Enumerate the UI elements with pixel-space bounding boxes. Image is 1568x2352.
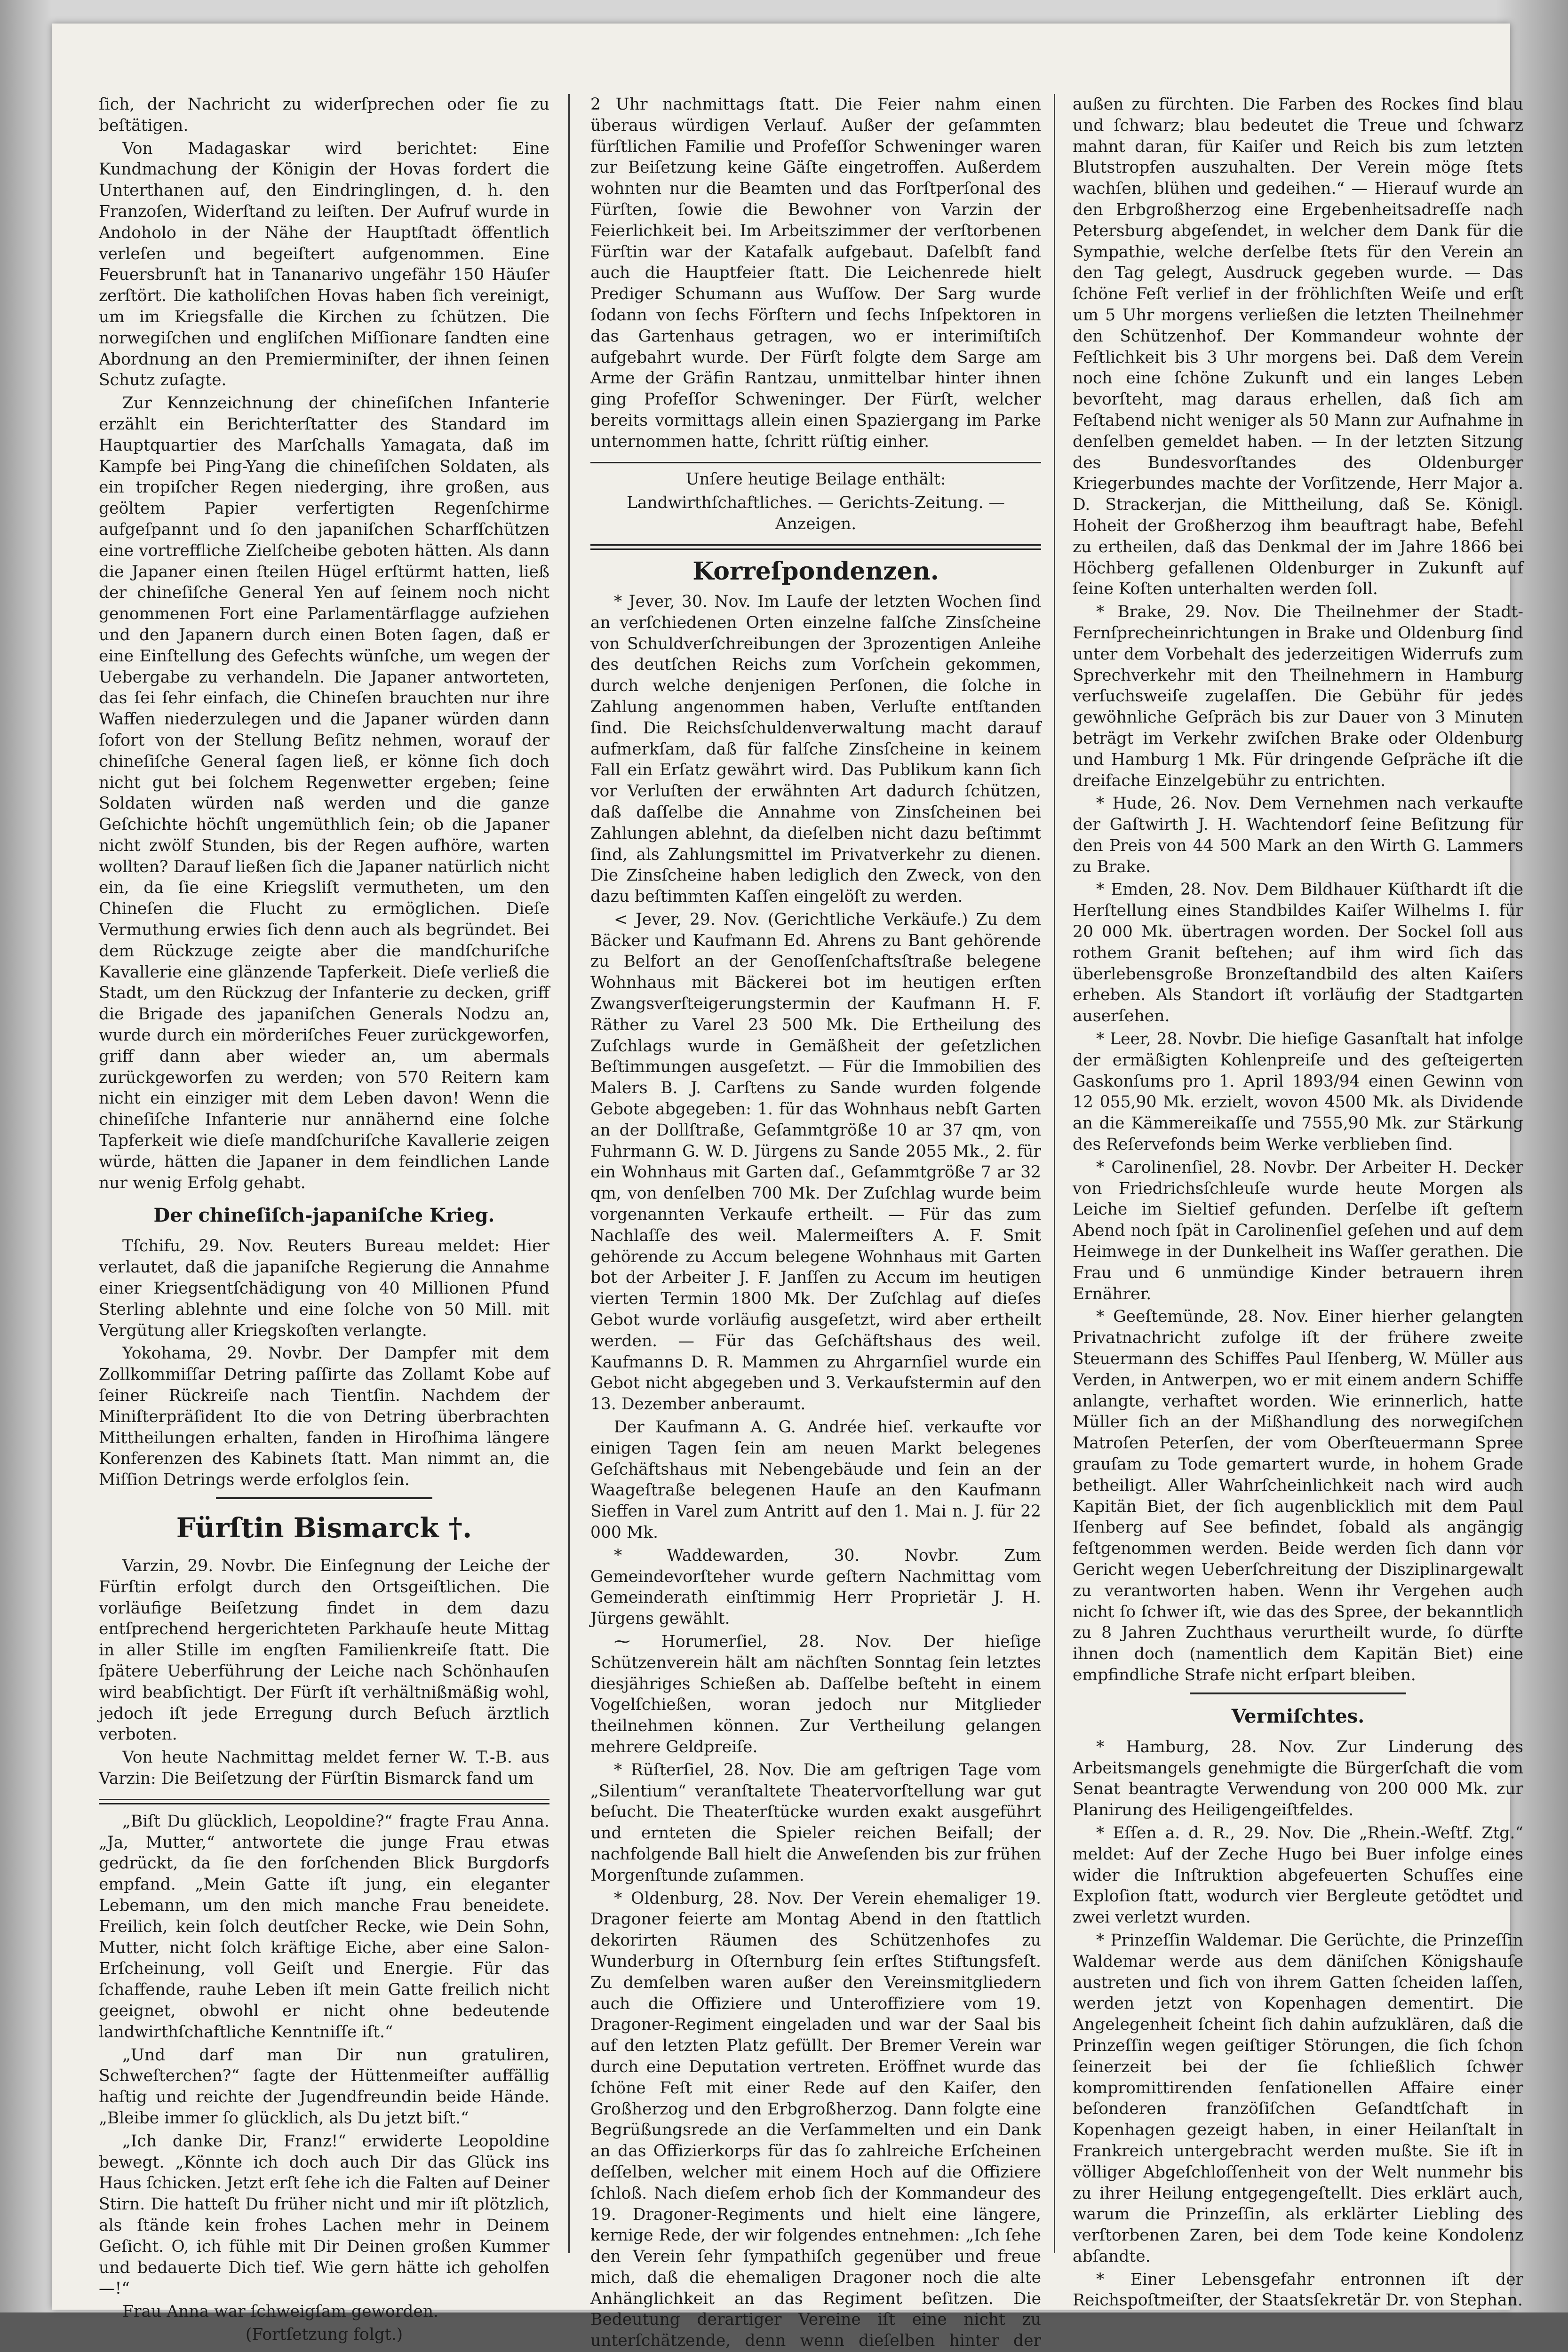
- supplement-notice: Unſere heutige Beilage enthält:: [685, 469, 946, 489]
- article-paragraph: * Rüſterſiel, 28. Nov. Die am geſtrigen Tage vom „Silentium“ veranſtaltete Theatervorſtellung war gut beſucht. Die Theaterſtücke wurden exakt ausgeführt und ernteten die Spieler reichen Beifall; der nachfolgende Ball hielt die Anweſenden bis zur frühen Morgenſtunde zuſammen.: [590, 1760, 1041, 1885]
- separator-rule: [216, 1497, 432, 1499]
- article-paragraph: Yokohama, 29. Novbr. Der Dampfer mit dem Zollkommiſſar Detring paſſirte das Zollamt Kobe auf ſeiner Rückreiſe nach Tientſin. Nachdem der Miniſterpräſident Ito die von Detring überbrachten Mittheilungen erhalten, fanden in Hiroſhima längere Konferenzen des Kabinets ſtatt. Man nimmt an, die Miſſion Detrings werde erfolglos ſein.: [99, 1344, 549, 1490]
- article-paragraph: Von heute Nachmittag meldet ferner W. T.-B. aus Varzin: Die Beiſetzung der Fürſtin Bismarck fand um: [99, 1748, 549, 1788]
- article-paragraph: * Jever, 30. Nov. Im Laufe der letzten Wochen ſind an verſchiedenen Orten einzelne falſche Zinsſcheine von Schuldverſchreibungen der 3prozentigen Anleihe des deutſchen Reichs zum Vorſchein gekommen, durch welche denjenigen Perſonen, die ſolche in Zahlung angenommen haben, Verluſte entſtanden ſind. Die Reichsſchuldenverwaltung macht darauf aufmerkſam, daß für falſche Zinsſcheine in keinem Fall ein Erſatz gewährt wird. Das Publikum kann ſich vor Verluſten der erwähnten Art dadurch ſchützen, daß daſſelbe die Annahme von Zinsſcheinen bei Zahlungen ablehnt, da dieſelben nicht dazu beſtimmt ſind, als Zahlungsmittel im Privatverkehr zu dienen. Die Zinsſcheine haben lediglich den Zweck, von den dazu beſtimmten Kaſſen eingelöſt zu werden.: [590, 592, 1041, 906]
- article-paragraph: Der Kaufmann A. G. Andrée hieſ. verkaufte vor einigen Tagen ſein am neuen Markt belegenes Geſchäftshaus mit Nebengebäude und ſein an der Waageſtraße belegenen Hauſe an den Kaufmann Sieffen in Varel zum Antritt auf den 1. Mai n. J. für 22 000 Mk.: [590, 1418, 1041, 1542]
- article-paragraph: * Hamburg, 28. Nov. Zur Linderung des Arbeitsmangels genehmigte die Bürgerſchaft die vom Senat beantragte Verwendung von 200 000 Mk. zur Planirung des Heiligengeiſtfeldes.: [1073, 1737, 1523, 1820]
- column-3: [1073, 94, 1523, 2310]
- article-paragraph: Frau Anna war ſchweigſam geworden.: [122, 2302, 439, 2321]
- article-paragraph: Zur Kennzeichnung der chineſiſchen Infanterie erzählt ein Berichterſtatter des Standard im Hauptquartier des Marſchalls Yamagata, daß im Kampfe bei Ping-Yang die chineſiſchen Soldaten, als ein tropiſcher Regen niederging, ihre großen, aus geöltem Papier verfertigten Regenſchirme aufgeſpannt und ſo den japaniſchen Scharfſchützen eine vortreffliche Zielſcheibe geboten hätten. Als dann die Japaner einen ſteilen Hügel erſtürmt hatten, ließ der chineſiſche General Yen auf ſeinem noch nicht genommenen Fort eine Parlamentärflagge aufziehen und den Japanern durch einen Boten ſagen, daß er eine Einſtellung des Gefechts wünſche, um wegen der Uebergabe zu verhandeln. Die Japaner antworteten, das ſei ſehr einfach, die Chineſen brauchten nur ihre Waffen niederzulegen und die Japaner würden dann ſofort von der Stellung Beſitz nehmen, worauf der chineſiſche General ſagen ließ, er könne ſich doch nicht gut bei ſolchem Regenwetter ergeben; ſeine Soldaten würden naß werden und die ganze Geſchichte höchſt ungemüthlich ſein; ob die Japaner nicht zwölf Stunden, bis der Regen aufhöre, warten wollten? Darauf ließen ſich die Japaner natürlich nicht ein, da ſie eine Kriegsliſt vermutheten, um den Chineſen die Flucht zu ermöglichen. Dieſe Vermuthung erwies ſich denn auch als begründet. Bei dem Rückzuge zeigte aber die mandſchuriſche Kavallerie eine glänzende Tapferkeit. Dieſe verließ die Stadt, um den Rückzug der Infanterie zu decken, griff die Brigade des japaniſchen Generals Nodzu an, wurde durch ein mörderiſches Feuer zurückgeworfen, griff dann aber wieder an, um abermals zurückgeworfen zu werden; von 570 Reitern kam nicht ein einziger mit dem Leben davon! Wenn die chineſiſche Infanterie nur annähernd eine ſolche Tapferkeit wie dieſe mandſchuriſche Kavallerie zeigen würde, hätten die Japaner in dem feindlichen Lande nur wenig Erfolg gehabt.: [99, 394, 549, 1192]
- article-paragraph: * Carolinenſiel, 28. Novbr. Der Arbeiter H. Decker von Friedrichsſchleuſe wurde heute Morgen als Leiche im Sieltief gefunden. Derſelbe iſt geſtern Abend noch ſpät in Carolinenſiel geſehen und auf dem Heimwege in der Dunkelheit ins Waſſer gerathen. Die Frau und 6 unmündige Kinder betrauern ihren Ernährer.: [1073, 1158, 1523, 1303]
- article-paragraph: außen zu fürchten. Die Farben des Rockes ſind blau und ſchwarz; blau bedeutet die Treue und ſchwarz mahnt daran, für Kaiſer und Reich bis zum letzten Blutstropfen auszuhalten. Der Verein möge ſtets wachſen, blühen und gedeihen.“ — Hierauf wurde an den Erbgroßherzog eine Ergebenheitsadreſſe nach Petersburg abgeſendet, in welcher dem Dank für die Sympathie, welche derſelbe ſtets für den Verein an den Tag gelegt, Ausdruck gegeben wurde. — Das ſchöne Feſt verlief in der fröhlichſten Weiſe und erſt um 5 Uhr morgens verließen die letzten Theilnehmer den Schützenhof. Der Kommandeur wohnte der Feſtlichkeit bis 3 Uhr morgens bei. Daß dem Verein noch eine ſchöne Zukunft und ein langes Leben bevorſteht, mag daraus erhellen, daß ſich am Feſtabend nicht weniger als 50 Mann zur Aufnahme in denſelben gemeldet haben. — In der letzten Sitzung des Bundesvorſtandes des Oldenburger Kriegerbundes machte der Vorſitzende, Herr Major a. D. Strackerjan, die Mittheilung, daß Se. Königl. Hoheit der Großherzog ihm beauftragt habe, Befehl zu ertheilen, daß das Denkmal der im Jahre 1866 bei Höchberg gefallenen Oldenburger in Zukunft auf ſeine Koſten unterhalten werden ſoll.: [1073, 95, 1523, 599]
- column-rule: [1054, 94, 1055, 2253]
- article-paragraph: „Und darf man Dir nun gratuliren, Schweſterchen?“ ſagte der Hüttenmeiſter auffällig haſtig und reichte der Jugendfreundin beide Hände. „Bleibe immer ſo glücklich, als Du jetzt biſt.“: [99, 2045, 549, 2128]
- separator-rule: [590, 462, 1041, 463]
- article-paragraph: ſich, der Nachricht zu widerſprechen oder ſie zu beſtätigen.: [99, 95, 549, 135]
- section-heading: Vermiſchtes.: [1231, 1705, 1365, 1727]
- section-heading: Korreſpondenzen.: [692, 556, 939, 586]
- article-paragraph: 2 Uhr nachmittags ſtatt. Die Feier nahm einen überaus würdigen Verlauf. Außer der geſammten fürſtlichen Familie und Profeſſor Schweninger waren zur Beiſetzung keine Gäſte eingetroffen. Außerdem wohnten nur die Beamten und das Forſtperſonal des Fürſten, ſowie die Bewohner von Varzin der Feierlichkeit bei. Im Arbeitszimmer der verſtorbenen Fürſtin war der Katafalk aufgebaut. Daſelbſt fand auch die Hauptfeier ſtatt. Die Leichenrede hielt Prediger Schumann aus Wuſſow. Der Sarg wurde ſodann von ſechs Förſtern und ſechs Inſpektoren in das Gartenhaus getragen, wo er interimiſtiſch aufgebahrt wurde. Der Fürſt folgte dem Sarge am Arme der Gräfin Rantzau, unmittelbar hinter ihnen ging Profeſſor Schweninger. Der Fürſt, welcher bereits vormittags allein einen Spaziergang im Parke unternommen hatte, ſchritt rüſtig einher.: [590, 95, 1041, 451]
- article-paragraph: < Jever, 29. Nov. (Gerichtliche Verkäufe.) Zu dem Bäcker und Kaufmann Ed. Ahrens zu Bant gehörende zu Belfort an der Genoſſenſchaftsſtraße belegene Wohnhaus mit Bäckerei bot im heutigen erſten Zwangsverſteigerungstermin der Kaufmann H. F. Räther zu Varel 23 500 Mk. Die Ertheilung des Zuſchlags wurde in Gemäßheit der geſetzlichen Beſtimmungen ausgeſetzt. — Für die Immobilien des Malers B. J. Carſtens zu Sande wurden folgende Gebote abgegeben: 1. für das Wohnhaus nebſt Garten an der Dollſtraße, Geſammtgröße 10 ar 37 qm, von Fuhrmann G. W. D. Jürgens zu Sande 2055 Mk., 2. für ein Wohnhaus mit Garten daſ., Geſammtgröße 7 ar 32 qm, von denſelben 700 Mk. Der Zuſchlag wurde beim vorgenannten Verkaufe ertheilt. — Für das zum Nachlaſſe des weil. Malermeiſters A. F. Smit gehörende zu Accum belegene Wohnhaus mit Garten bot der Arbeiter J. F. Janſſen zu Accum im heutigen vierten Termin 1800 Mk. Der Zuſchlag auf dieſes Gebot wurde vorläufig ausgeſetzt, wird aber ertheilt werden. — Für das Geſchäftshaus des weil. Kaufmanns D. R. Mammen zu Ahrgarnſiel wurde ein Gebot nicht abgegeben und 3. Verkaufstermin auf den 13. Dezember anberaumt.: [590, 910, 1041, 1414]
- article-paragraph: * Prinzeſſin Waldemar. Die Gerüchte, die Prinzeſſin Waldemar werde aus dem däniſchen Königshauſe austreten und ſich von ihrem Gatten ſcheiden laſſen, werden jetzt von Kopenhagen dementirt. Die Angelegenheit ſcheint ſich dahin aufzuklären, daß die Prinzeſſin wegen geiſtiger Störungen, die ſich ſchon ſeinerzeit bei der ſie ſchließlich ſchwer kompromittirenden ſenſationellen Affaire einer beſonderen franzöſiſchen Geſandtſchaft in Kopenhagen gezeigt haben, in einer Heilanſtalt in Frankreich untergebracht werden mußte. Sie iſt in völliger Abgeſchloſſenheit von der Welt nunmehr bis zu ihrer Heilung entgegengeſtellt. Dies erklärt auch, warum die Prinzeſſin, als erklärter Liebling des verſtorbenen Zaren, bei dem Tode keine Kondolenz abſandte.: [1073, 1931, 1523, 2266]
- article-paragraph: * Oldenburg, 28. Nov. Der Verein ehemaliger 19. Dragoner feierte am Montag Abend in den ſtattlich dekorirten Räumen des Schützenhofes zu Wunderburg in Oſternburg ſein erſtes Stiftungsfeſt. Zu demſelben waren außer den Vereinsmitgliedern auch die Offiziere und Unteroffiziere vom 19. Dragoner-Regiment eingeladen und war der Saal bis auf den letzten Platz gefüllt. Der Bremer Verein war durch eine Deputation vertreten. Eröffnet wurde das ſchöne Feſt mit einer Rede auf den Kaiſer, den Großherzog und den Erbgroßherzog. Dann folgte eine Begrüßungsrede an die Verſammelten und ein Dank an das Offizierkorps für das ſo zahlreiche Erſcheinen deſſelben, welcher mit einem Hoch auf die Offiziere ſchloß. Nach dieſem erhob ſich der Kommandeur des 19. Dragoner-Regiments und hielt eine längere, kernige Rede, der wir folgendes entnehmen: „Ich ſehe den Verein ſehr ſympathiſch gegenüber und freue mich, daß die ehemaligen Dragoner noch die alte Anhänglichkeit an das Regiment beſitzen. Die Bedeutung derartiger Vereine iſt eine nicht zu unterſchätzende, denn wenn dieſelben hinter der: [590, 1889, 1041, 2351]
- continuation-note: (Fortſetzung folgt.): [245, 2325, 403, 2344]
- column-2: [590, 94, 1041, 2351]
- obituary-heading: Fürſtin Bismarck †.: [176, 1512, 472, 1544]
- article-paragraph: * Geeſtemünde, 28. Nov. Einer hierher gelangten Privatnachricht zufolge iſt der frühere zweite Steuermann des Schiffes Paul Iſenberg, W. Müller aus Verden, in Antwerpen, wo er mit einem andern Schiffe anlangte, verhaftet worden. Wie erinnerlich, hatte Müller ſich an der Mißhandlung des norwegiſchen Matroſen Peterſen, der vom Oberſteuermann Spree grauſam zu Tode gemartert wurde, in hohem Grade betheiligt. Aller Wahrſcheinlichkeit nach wird auch Kapitän Biet, der ſich augenblicklich mit dem Paul Iſenberg auf See befindet, ſobald als angängig feſtgenommen werden. Beide werden ſich dann vor Gericht wegen Ueberſchreitung der Disziplinargewalt zu verantworten haben. Wenn ihr Vergehen auch nicht ſo ſchwer iſt, wie das des Spree, der bekanntlich zu 8 Jahren Zuchthaus verurtheilt wurde, ſo dürfte ihnen doch (namentlich dem Kapitän Biet) eine empfindliche Strafe nicht erſpart bleiben.: [1073, 1307, 1523, 1685]
- separator-rule: [1190, 1692, 1406, 1694]
- article-paragraph: „Ich danke Dir, Franz!“ erwiderte Leopoldine bewegt. „Könnte ich doch auch Dir das Glück ins Haus ſchicken. Jetzt erſt ſehe ich die Falten auf Deiner Stirn. Die hatteſt Du früher nicht und mir iſt plötzlich, als ſtände kein frohes Lachen mehr in Deinem Geſicht. O, ich fühle mit Dir Deinen großen Kummer und bedauerte Dich tief. Wie gern hätte ich geholfen —!“: [99, 2131, 549, 2298]
- newspaper-page: [52, 24, 1523, 2351]
- article-paragraph: * Emden, 28. Nov. Dem Bildhauer Küſthardt iſt die Herſtellung eines Standbildes Kaiſer Wilhelms I. für 20 000 Mk. übertragen worden. Der Sockel ſoll aus rothem Granit beſtehen; auf ihm wird ſich das überlebensgroße Bronzeſtandbild des alten Kaiſers erheben. Als Standort iſt vorläufig der Stadtgarten auserſehen.: [1073, 880, 1523, 1026]
- feuilleton-rule: [99, 1799, 549, 1804]
- separator-rule: [590, 544, 1041, 550]
- column-rule: [568, 94, 570, 2253]
- article-paragraph: * Waddewarden, 30. Novbr. Zum Gemeindevorſteher wurde geſtern Nachmittag vom Gemeinderath einſtimmig Herr Proprietär J. H. Jürgens gewählt.: [590, 1546, 1041, 1629]
- article-paragraph: Varzin, 29. Novbr. Die Einſegnung der Leiche der Fürſtin erfolgt durch den Ortsgeiſtlichen. Die vorläufige Beiſetzung findet in dem dazu entſprechend hergerichteten Parkhauſe heute Mittag in aller Stille im engſten Familienkreiſe ſtatt. Die ſpätere Ueberführung der Leiche nach Schönhauſen wird beabſichtigt. Der Fürſt iſt verhältnißmäßig wohl, jedoch iſt jede Erregung durch Beſuch ärztlich verboten.: [99, 1557, 549, 1744]
- column-1: [99, 94, 549, 2344]
- article-paragraph: Von Madagaskar wird berichtet: Eine Kundmachung der Königin der Hovas fordert die Unterthanen auf, den Eindringlingen, d. h. den Franzoſen, Widerſtand zu leiſten. Der Aufruf wurde in Andoholo in der Nähe der Hauptſtadt öffentlich verleſen und begeiſtert aufgenommen. Eine Feuersbrunſt hat in Tananarivo ungefähr 150 Häuſer zerſtört. Die katholiſchen Hovas haben ſich vereinigt, um im Kriegsfalle die Kirchen zu ſchützen. Die norwegiſchen und engliſchen Miſſionare ſandten eine Abordnung an den Premierminiſter, der ihnen ſeinen Schutz zuſagte.: [99, 139, 549, 390]
- article-paragraph: * Eſſen a. d. R., 29. Nov. Die „Rhein.-Weſtf. Ztg.“ meldet: Auf der Zeche Hugo bei Buer infolge eines wider die Inſtruktion abgefeuerten Schuſſes eine Exploſion ſtatt, wodurch vier Bergleute getödtet und zwei verletzt wurden.: [1073, 1823, 1523, 1927]
- article-paragraph: „Biſt Du glücklich, Leopoldine?“ fragte Frau Anna. „Ja, Mutter,“ antwortete die junge Frau etwas gedrückt, da ſie den forſchenden Blick Burgdorfs empfand. „Mein Gatte iſt jung, ein eleganter Lebemann, um den mich manche Frau beneidete. Freilich, kein ſolch deutſcher Recke, wie Dein Sohn, Mutter, nicht ſolch kräftige Eiche, aber eine Salon-Erſcheinung, voll Geiſt und Energie. Für das ſchaffende, rauhe Leben iſt mein Gatte freilich nicht geeignet, obwohl er nicht ohne bedeutende landwirthſchaftliche Kenntniſſe iſt.“: [99, 1812, 549, 2042]
- section-heading: Der chineſiſch-japaniſche Krieg.: [153, 1204, 495, 1227]
- article-paragraph: * Hude, 26. Nov. Dem Vernehmen nach verkaufte der Gaſtwirth J. H. Wachtendorf ſeine Beſitzung für den Preis von 44 500 Mark an den Wirth G. Lammers zu Brake.: [1073, 794, 1523, 876]
- article-paragraph: ⁓ Horumerſiel, 28. Nov. Der hieſige Schützenverein hält am nächſten Sonntag ſein letztes diesjähriges Schießen ab. Daſſelbe beſteht in einem Vogelſchießen, woran jedoch nur Mitglieder theilnehmen können. Zur Vertheilung gelangen mehrere Geldpreiſe.: [590, 1632, 1041, 1756]
- article-paragraph: * Einer Lebensgefahr entronnen iſt der Reichspoſtmeiſter, der Staatsſekretär Dr. von Stephan.: [1073, 2270, 1523, 2310]
- article-paragraph: * Brake, 29. Nov. Die Theilnehmer der Stadt-Fernſprecheinrichtungen in Brake und Oldenburg ſind unter dem Vorbehalt des jederzeitigen Widerrufs zum Sprechverkehr mit den Theilnehmern in Hamburg verſuchsweiſe zugelaſſen. Die Gebühr für jedes gewöhnliche Geſpräch bis zur Dauer von 3 Minuten beträgt im Verkehr zwiſchen Brake oder Oldenburg und Hamburg 1 Mk. Für dringende Geſpräche iſt die dreifache Einzelgebühr zu entrichten.: [1073, 603, 1523, 790]
- supplement-notice: Landwirthſchaftliches. — Gerichts-Zeitung. — Anzeigen.: [626, 493, 1005, 534]
- article-paragraph: Tſchifu, 29. Nov. Reuters Bureau meldet: Hier verlautet, daß die japaniſche Regierung die Annahme einer Kriegsentſchädigung von 40 Millionen Pfund Sterling ablehnte und eine ſolche von 50 Mill. mit Vergütung aller Kriegskoſten verlangte.: [99, 1237, 549, 1340]
- article-paragraph: * Leer, 28. Novbr. Die hieſige Gasanſtalt hat infolge der ermäßigten Kohlenpreiſe und des geſteigerten Gaskonſums pro 1. April 1893/94 einen Gewinn von 12 055,90 Mk. erzielt, wovon 4500 Mk. als Dividende an die Kämmereikaſſe und 7555,90 Mk. zur Stärkung des Reſervefonds beim Werke verblieben ſind.: [1073, 1030, 1523, 1154]
